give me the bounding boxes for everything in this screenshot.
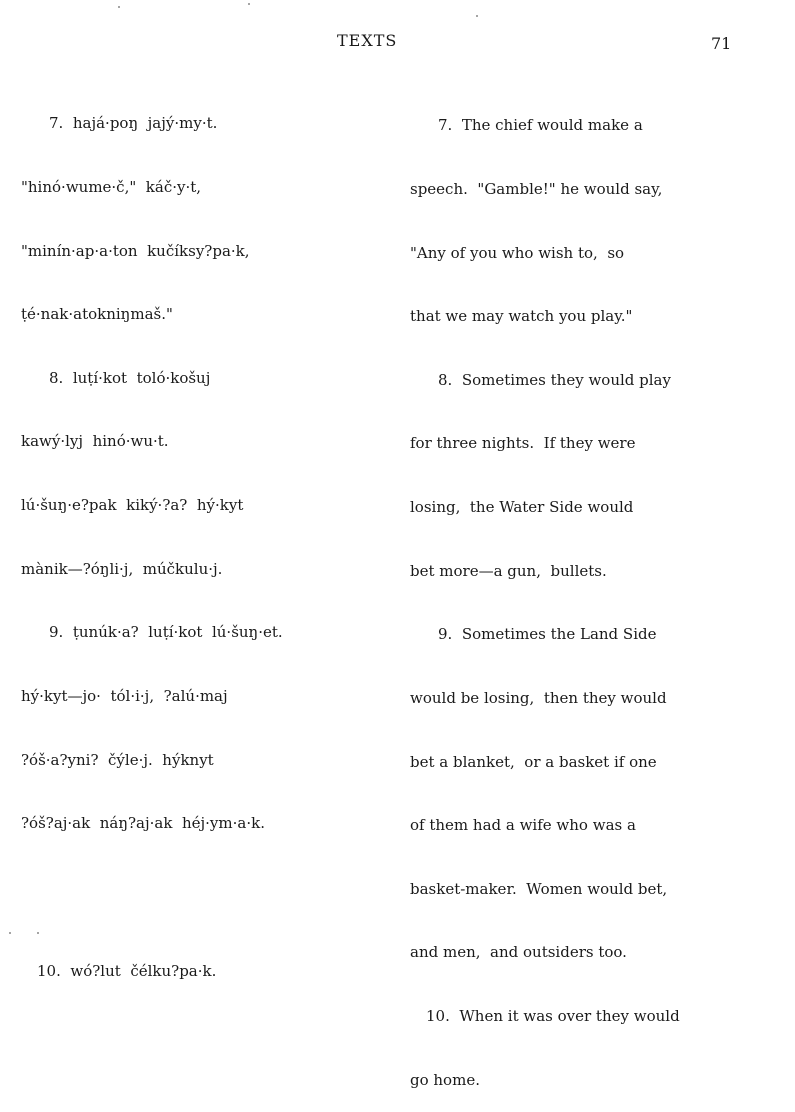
english-line: basket-maker. Women would bet, [410,879,668,898]
scan-speck [118,6,120,8]
english-line: 7. The chief would make a [438,116,643,135]
english-line: of them had a wife who was a [410,816,636,835]
english-line: 8. Sometimes they would play [438,370,671,389]
english-line: and men, and outsiders too. [410,943,627,962]
page-number: 71 [711,34,732,53]
english-line: for three nights. If they were [410,434,636,453]
english-translation-column [410,73,750,1112]
native-line: 7. hajá·poŋ jajý·my·t. [49,114,218,133]
english-line: would be losing, then they would [410,688,667,707]
native-line: "hinó·wume·č," káč·y·t, [21,178,202,197]
column-gap [21,877,361,919]
english-line: losing, the Water Side would [410,498,634,517]
english-line: speech. "Gamble!" he would say, [410,180,663,199]
native-line: ?óš?aj·ak náŋ?aj·ak héj·ym·a·k. [21,814,265,833]
scan-speck [37,932,39,934]
english-line: that we may watch you play." [410,307,633,326]
native-line: 9. ṭunúk·a? luṭí·kot lú·šuŋ·et. [49,623,283,642]
native-text-column [21,71,361,1004]
english-line: 9. Sometimes the Land Side [438,625,657,644]
native-line: ?óš·a?yni? čýle·j. hýknyt [21,750,214,769]
english-line: 10. When it was over they would [426,1006,680,1025]
english-line: bet a blanket, or a basket if one [410,752,657,771]
scan-speck [9,932,11,934]
native-line: 8. luṭí·kot toló·košuj [49,368,211,387]
native-line: kawý·lyj hinó·wu·t. [21,432,169,451]
english-line: bet more—a gun, bullets. [410,561,607,580]
native-line: mànik—?óŋli·j, múčkulu·j. [21,559,223,578]
native-line: lú·šuŋ·e?pak kiký·?a? hý·kyt [21,496,244,515]
native-line: "minín·ap·a·ton kučíksy?pa·k, [21,241,250,260]
english-line: "Any of you who wish to, so [410,243,625,262]
english-line: go home. [410,1070,480,1089]
scan-speck [476,15,478,17]
scan-speck [248,3,250,5]
native-line: hý·kyt—jo· tól·i·j, ?alú·maj [21,686,228,705]
native-line: ṭé·nak·atokniŋmaš." [21,305,173,324]
native-line: 10. wó?lut čélku?pa·k. [37,962,217,981]
running-head: TEXTS [337,31,398,50]
